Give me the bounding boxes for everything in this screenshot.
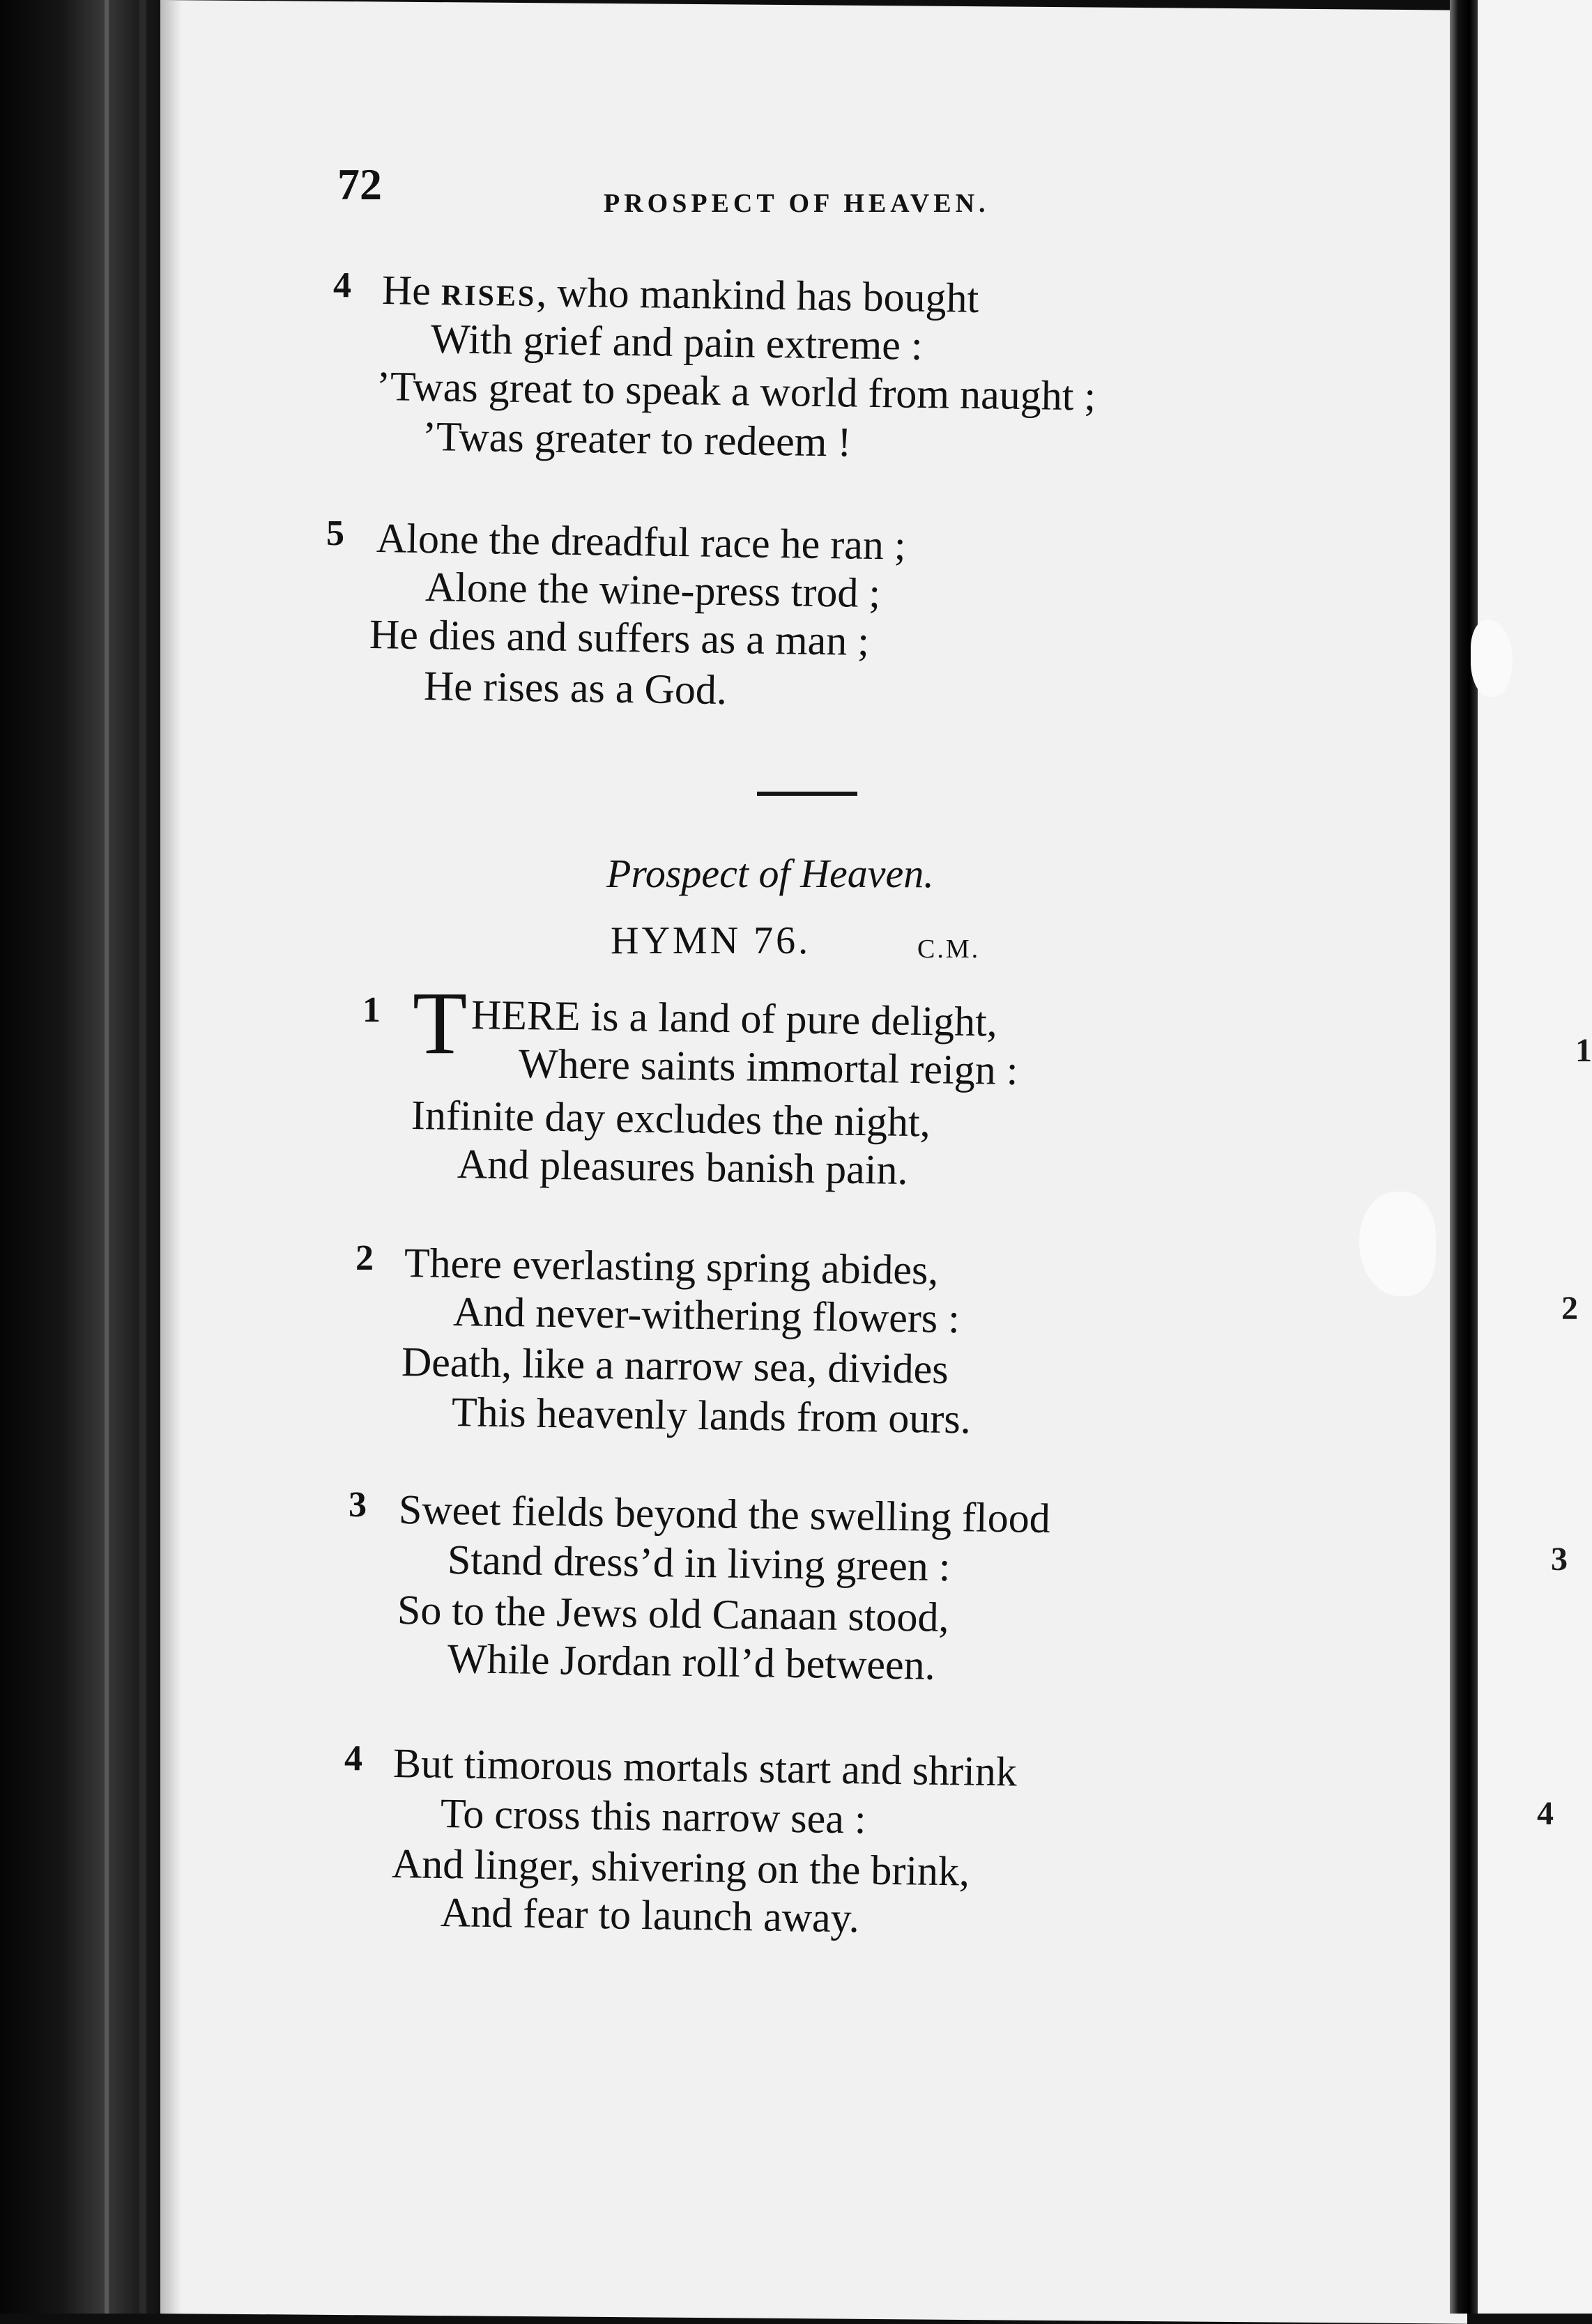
verse-line: He RISES, who mankind has bought: [381, 267, 979, 321]
verse-line: ’Twas great to speak a world from naught ;: [376, 363, 1096, 420]
verse-line: ’Twas greater to redeem !: [422, 413, 852, 465]
verse-line: With grief and pain extreme :: [430, 316, 924, 369]
verse-number: 2: [355, 1238, 374, 1278]
verse-line: Where saints immortal reign :: [518, 1040, 1018, 1094]
verse-line: Alone the dreadful race he ran ;: [376, 515, 907, 569]
verse-line: And linger, shivering on the brink,: [391, 1840, 970, 1895]
verse-line: While Jordan roll’d between.: [447, 1636, 936, 1688]
verse-line: Sweet fields beyond the swelling flood: [398, 1486, 1051, 1542]
verse-line: And fear to launch away.: [440, 1889, 860, 1941]
page-divider: [1450, 0, 1478, 2314]
verse-line: HERE is a land of pure delight,: [470, 992, 998, 1045]
facing-verse-number: 1: [1575, 1032, 1592, 1069]
verse-line: And pleasures banish pain.: [457, 1141, 908, 1194]
book-gutter: [0, 0, 174, 2314]
verse-line: To cross this narrow sea :: [440, 1790, 867, 1842]
verse-line: And never-withering flowers :: [452, 1288, 960, 1342]
verse-line: Infinite day excludes the night,: [411, 1092, 931, 1146]
verse-line: Death, like a narrow sea, divides: [401, 1339, 949, 1392]
verse-line: This heavenly lands from ours.: [451, 1389, 972, 1442]
facing-page: [1478, 0, 1592, 2314]
torn-edge: [1359, 1192, 1436, 1296]
verse-line: But timorous mortals start and shrink: [392, 1740, 1018, 1795]
verse-number: 1: [362, 990, 381, 1030]
drop-cap: T: [413, 974, 468, 1072]
torn-edge: [1471, 620, 1513, 697]
section-title: Prospect of Heaven.: [606, 851, 934, 896]
section-divider-rule: [757, 792, 857, 796]
verse-line: Stand dress’d in living green :: [447, 1537, 951, 1590]
verse-line: Alone the wine-press trod ;: [424, 564, 881, 617]
verse-number: 4: [333, 266, 351, 305]
verse-line: There everlasting spring abides,: [404, 1240, 939, 1293]
verse-line: So to the Jews old Canaan stood,: [397, 1587, 949, 1641]
verse-number: 3: [349, 1485, 367, 1525]
hymn-meter: C.M.: [917, 934, 981, 964]
verse-number: 4: [344, 1739, 362, 1778]
gutter-edge-line: [139, 0, 146, 2314]
facing-verse-number: 2: [1561, 1290, 1578, 1327]
hymn-label: HYMN 76.: [611, 919, 811, 962]
running-title: PROSPECT OF HEAVEN.: [604, 189, 990, 218]
verse-line: He dies and suffers as a man ;: [369, 611, 870, 665]
verse-number: 5: [326, 514, 344, 553]
facing-verse-number: 4: [1537, 1795, 1554, 1832]
emphasized-word: RISES: [441, 279, 537, 314]
gutter-edge-line: [105, 0, 109, 2314]
verse-line: He rises as a God.: [423, 663, 728, 714]
page-number: 72: [337, 160, 382, 209]
facing-verse-number: 3: [1551, 1541, 1568, 1578]
